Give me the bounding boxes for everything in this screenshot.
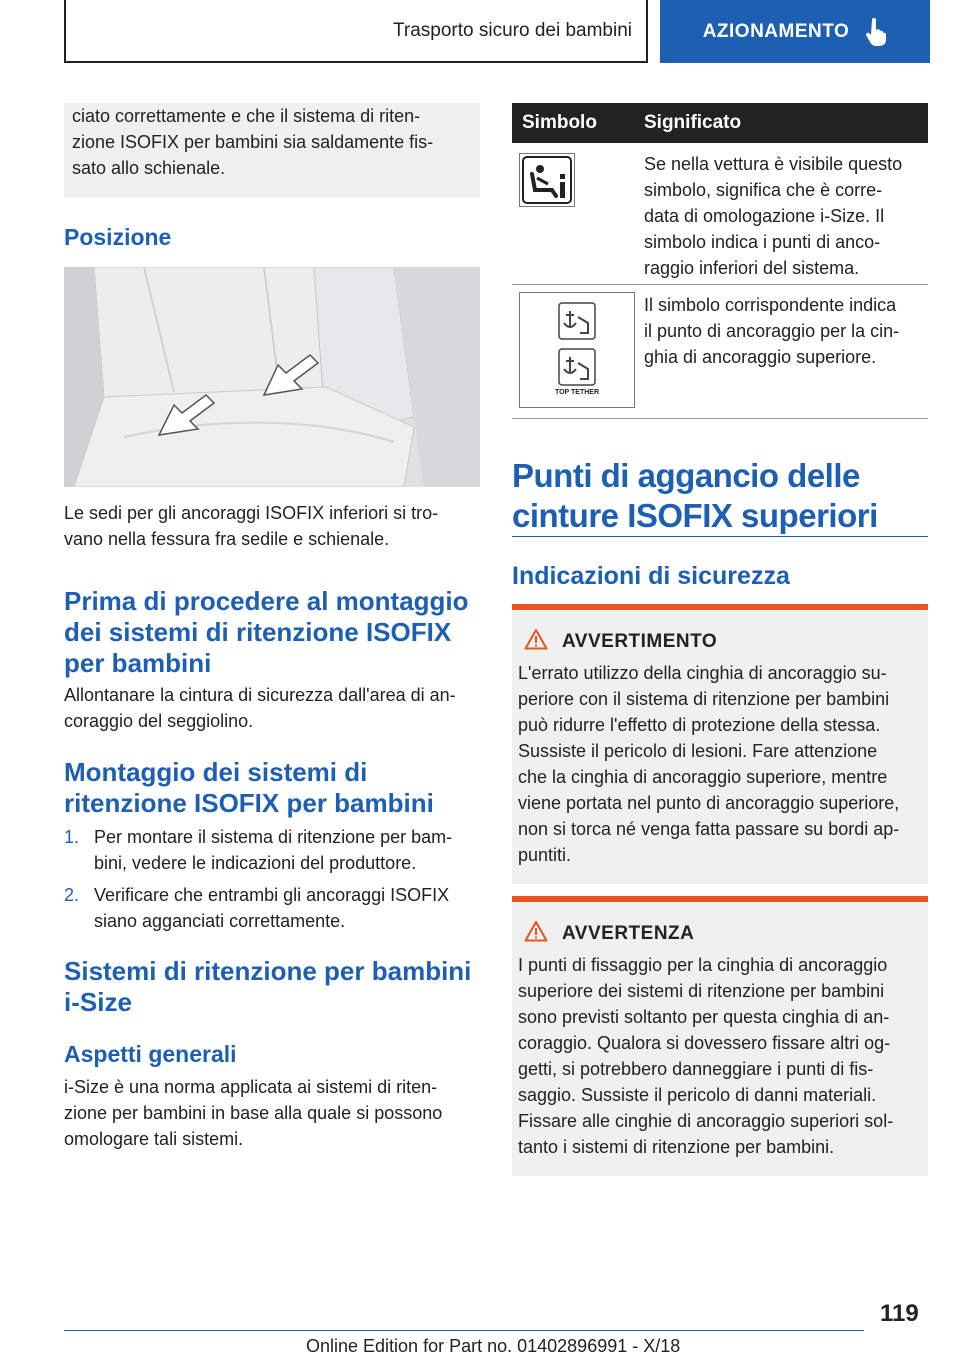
before-mounting-text [64, 682, 480, 734]
symbol-table-header [512, 103, 928, 143]
heading-line: Sistemi di ritenzione per bambini [64, 956, 472, 986]
footer-divider [64, 1330, 864, 1331]
text-line: superiore dei sistemi di ritenzione per bambini [518, 981, 885, 1001]
text-line: il punto di ancoraggio per la cin- [644, 321, 900, 341]
list-item [64, 824, 480, 876]
heading-line: dei sistemi di ritenzione ISOFIX [64, 617, 452, 647]
title-divider [512, 536, 928, 537]
text-line: bini, vedere le indicazioni del produttore. [94, 853, 417, 873]
seat-isofix-image [64, 267, 480, 487]
text-line: ciato correttamente e che il sistema di riten- [72, 106, 421, 126]
warning-title-row [518, 628, 922, 656]
text-line: periore con il sistema di ritenzione per bambini [518, 689, 890, 709]
section-title: Trasporto sicuro dei bambini [392, 19, 632, 41]
warning-text [518, 660, 922, 868]
text-line: può ridurre l'effetto di protezione della stessa. [518, 715, 881, 735]
table-row [512, 143, 928, 285]
safety-heading: Indicazioni di sicurezza [512, 562, 790, 590]
text-line: zione per bambini in base alla quale si possono [64, 1103, 443, 1123]
section-header [64, 0, 648, 63]
column-header-meaning: Significato [644, 112, 742, 133]
isize-heading [64, 956, 484, 1018]
top-tether-icon [519, 292, 635, 408]
text-line: Se nella vettura è visibile questo [644, 154, 903, 174]
table-row [512, 284, 928, 419]
text-line: tanto i sistemi di ritenzione per bambini. [518, 1137, 835, 1157]
chapter-tab[interactable] [660, 0, 930, 63]
meaning-text [644, 292, 924, 370]
text-line: che la cinghia di ancoraggio superiore, mentre [518, 767, 888, 787]
text-line: data di omologazione i-Size. Il [644, 206, 885, 226]
mounting-heading [64, 757, 484, 819]
list-number: 2. [64, 885, 80, 905]
text-line: viene portata nel punto di ancoraggio superiore, [518, 793, 900, 813]
text-line: Sussiste il pericolo di lesioni. Fare attenzione [518, 741, 878, 761]
text-line: vano nella fessura fra sedile e schienale. [64, 529, 390, 549]
heading-line: Prima di procedere al montaggio [64, 586, 469, 616]
text-line: ghia di ancoraggio superiore. [644, 347, 877, 367]
title-line: cinture ISOFIX superiori [512, 497, 878, 534]
text-line: Per montare il sistema di ritenzione per bam- [94, 827, 453, 847]
caution-title: AVVERTENZA [562, 923, 695, 944]
warning-title: AVVERTIMENTO [562, 631, 718, 652]
general-text [64, 1074, 480, 1152]
isofix-top-anchor-title [512, 456, 928, 536]
chapter-label: AZIONAMENTO [702, 20, 850, 42]
text-line: saggio. Sussiste il pericolo di danni materiali. [518, 1085, 877, 1105]
text-line: coraggio del seggiolino. [64, 711, 254, 731]
warning-triangle-icon [524, 920, 548, 948]
heading-line: i-Size [64, 987, 132, 1017]
text-line: sato allo schienale. [72, 158, 226, 178]
text-line: raggio inferiori del sistema. [644, 258, 860, 278]
list-number: 1. [64, 827, 80, 847]
text-line: i-Size è una norma applicata ai sistemi di riten- [64, 1077, 438, 1097]
warning-triangle-icon [524, 628, 548, 656]
caution-title-row [518, 920, 922, 948]
text-line: getti, si potrebbero danneggiare i punti di fis- [518, 1059, 874, 1079]
posizione-heading: Posizione [64, 224, 172, 250]
page-number: 119 [880, 1300, 919, 1327]
pointing-hand-icon [865, 18, 887, 46]
text-line: simbolo indica i punti di anco- [644, 232, 881, 252]
text-line: Le sedi per gli ancoraggi ISOFIX inferiori si tro- [64, 503, 439, 523]
text-line: Fissare alle cinghie di ancoraggio superiori sol- [518, 1111, 894, 1131]
text-line: non si torca né venga fatta passare su bordi ap- [518, 819, 900, 839]
text-line: puntiti. [518, 845, 572, 865]
general-heading: Aspetti generali [64, 1041, 237, 1067]
top-tether-label: TOP TETHER [554, 389, 600, 396]
text-line: Allontanare la cintura di sicurezza dall'area di an- [64, 685, 456, 705]
column-header-symbol: Simbolo [522, 112, 597, 133]
heading-line: per bambini [64, 648, 212, 678]
text-line: Il simbolo corrispondente indica [644, 295, 897, 315]
text-line: I punti di fissaggio per la cinghia di ancoraggio [518, 955, 888, 975]
heading-line: ritenzione ISOFIX per bambini [64, 788, 434, 818]
title-line: Punti di aggancio delle [512, 457, 860, 494]
text-line: simbolo, significa che è corre- [644, 180, 883, 200]
list-item [64, 882, 480, 934]
text-line: zione ISOFIX per bambini sia saldamente fis- [72, 132, 434, 152]
text-line: omologare tali sistemi. [64, 1129, 244, 1149]
text-line: sono previsti soltanto per questa cinghia di an- [518, 1007, 890, 1027]
caution-box [512, 896, 928, 1176]
meaning-text [644, 151, 924, 281]
heading-line: Montaggio dei sistemi di [64, 757, 368, 787]
isize-seat-icon [519, 153, 575, 207]
warning-box [512, 604, 928, 884]
intro-continuation-box [64, 103, 480, 198]
text-line: coraggio. Qualora si dovessero fissare altri og- [518, 1033, 891, 1053]
before-mounting-heading [64, 586, 484, 679]
image-caption [64, 500, 480, 552]
text-line: Verificare che entrambi gli ancoraggi ISOFIX [94, 885, 450, 905]
text-line: siano agganciati correttamente. [94, 911, 346, 931]
edition-footer: Online Edition for Part no. 01402896991 - X/18 [306, 1336, 681, 1356]
caution-text [518, 952, 922, 1160]
text-line: L'errato utilizzo della cinghia di ancoraggio su- [518, 663, 887, 683]
